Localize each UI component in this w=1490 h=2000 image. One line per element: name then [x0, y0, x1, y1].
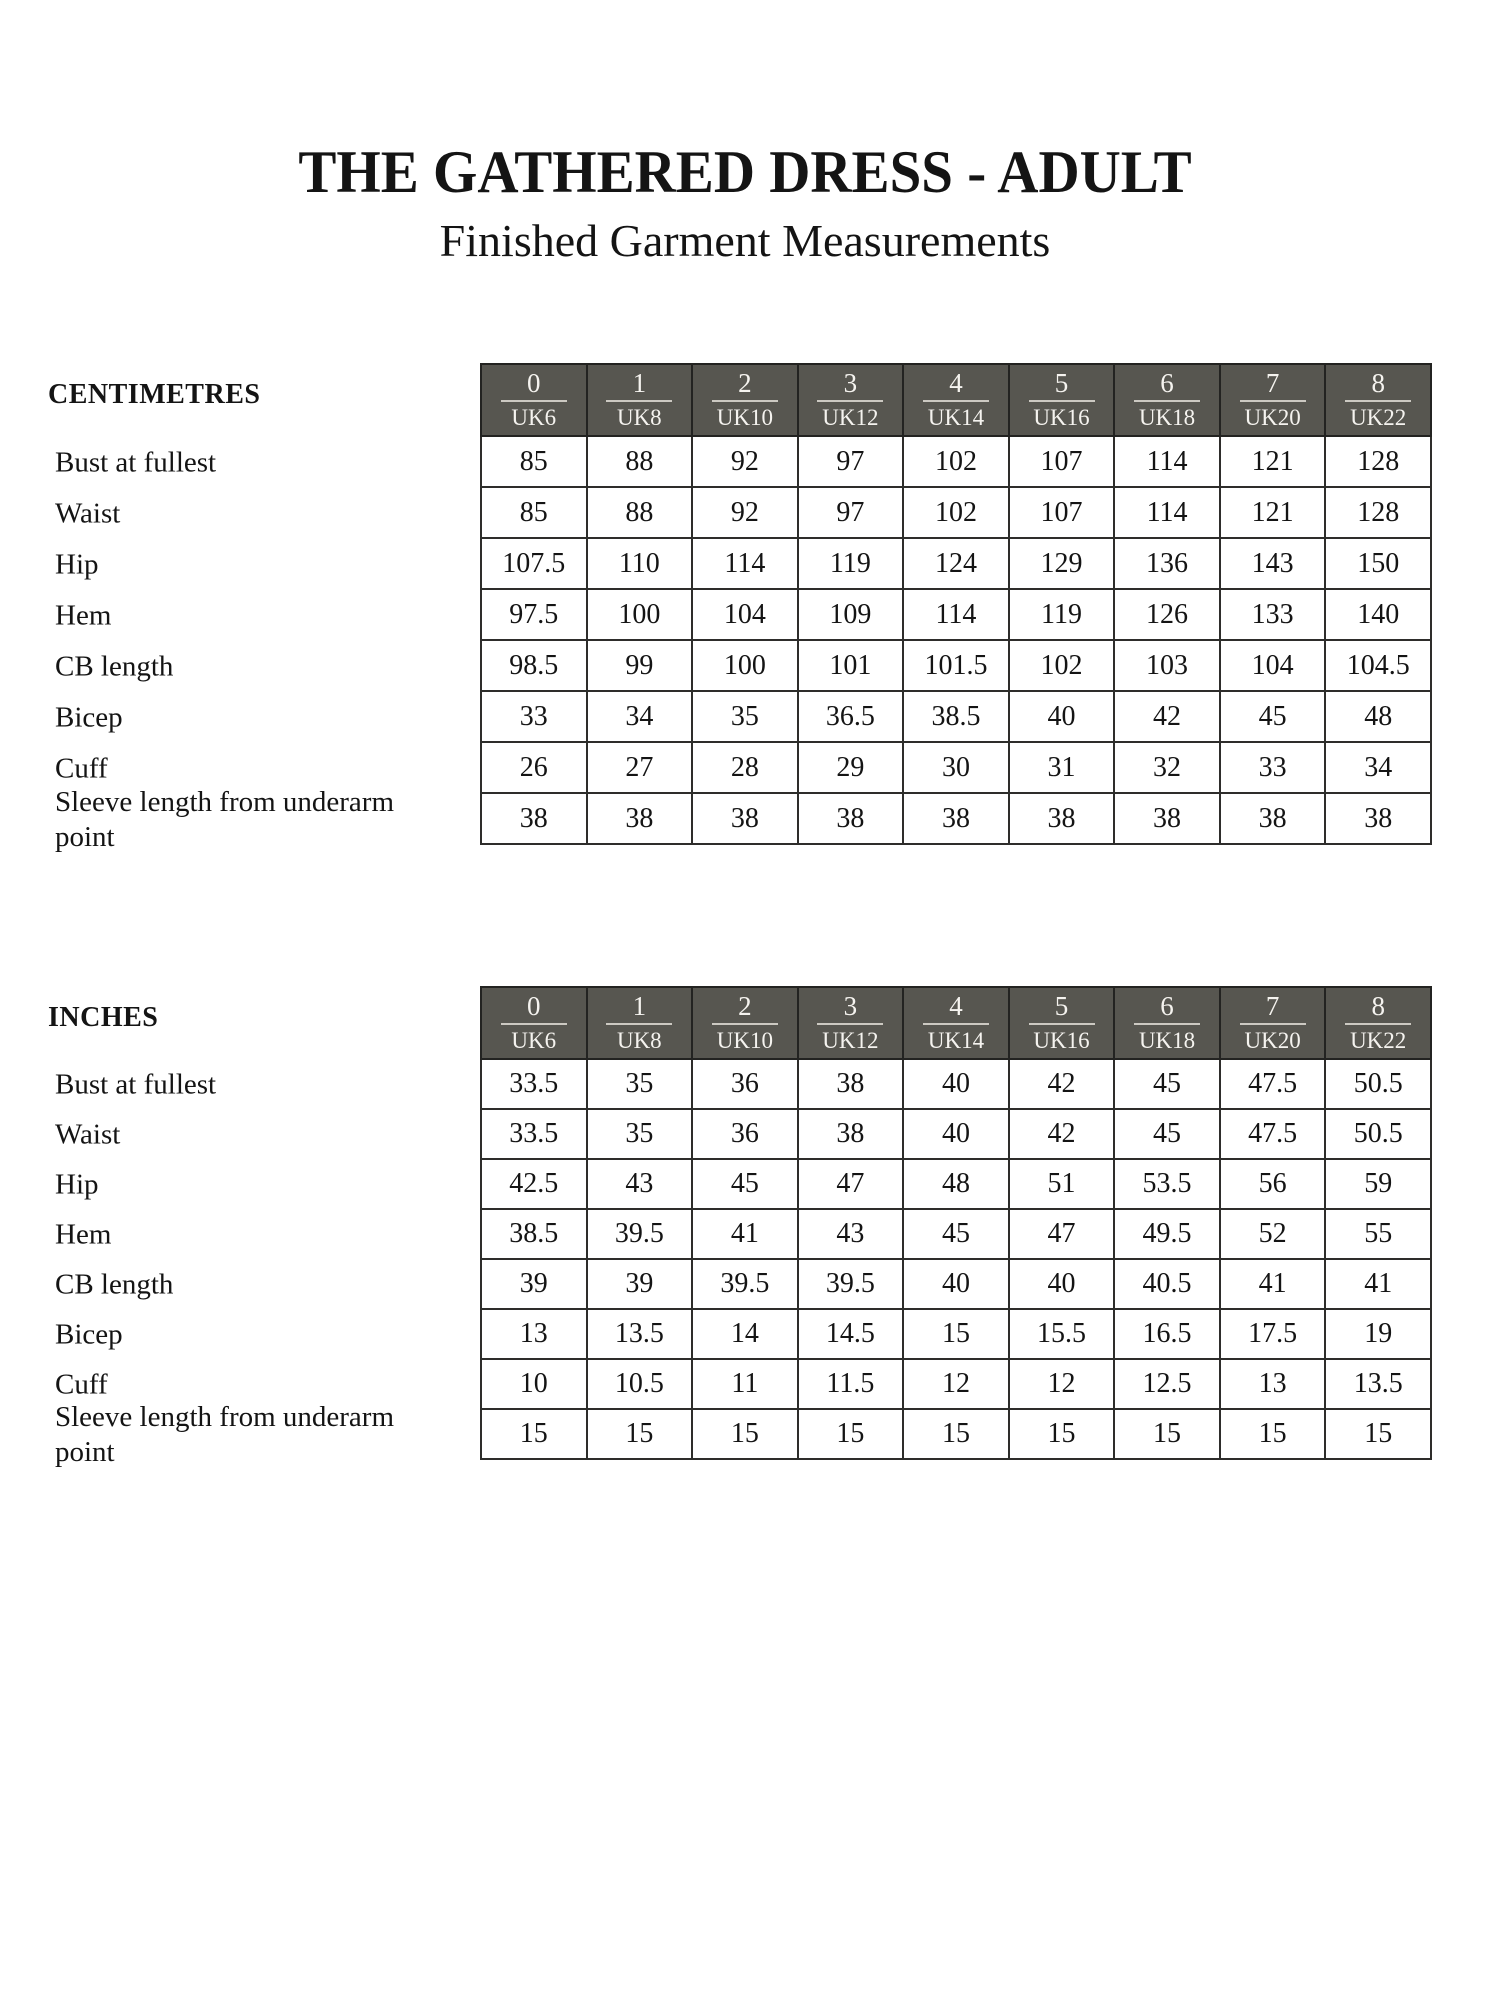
measurement-cell: 34	[1325, 742, 1431, 793]
measurement-cell: 15	[903, 1309, 1009, 1359]
measurement-row	[481, 1159, 1431, 1209]
measurement-cell: 104	[1220, 640, 1326, 691]
measurement-cell: 15.5	[1009, 1309, 1115, 1359]
measurement-cell: 98.5	[481, 640, 587, 691]
measurement-cell: 38	[798, 793, 904, 844]
measurement-cell: 31	[1009, 742, 1115, 793]
measurement-cell: 47	[1009, 1209, 1115, 1259]
size-header-row	[481, 987, 1431, 1059]
size-number: 3	[817, 368, 883, 402]
measurement-cell: 45	[692, 1159, 798, 1209]
size-number: 0	[501, 368, 567, 402]
measurement-cell: 85	[481, 436, 587, 487]
uk-size-label: UK22	[1350, 405, 1407, 430]
size-number: 1	[606, 991, 672, 1025]
size-number: 1	[606, 368, 672, 402]
uk-size-label: UK20	[1244, 405, 1301, 430]
measurement-cell: 13	[1220, 1359, 1326, 1409]
measurement-cell: 15	[903, 1409, 1009, 1459]
measurement-cell: 39.5	[798, 1259, 904, 1309]
section-centimetres	[0, 363, 1490, 923]
measurement-cell: 40	[903, 1259, 1009, 1309]
uk-size-label: UK20	[1244, 1028, 1301, 1053]
row-label: Hem	[55, 599, 112, 631]
row-label: Waist	[55, 497, 121, 529]
row-label: Cuff	[55, 1368, 108, 1401]
measurement-row	[481, 1209, 1431, 1259]
uk-size-label: UK12	[822, 405, 879, 430]
measurement-cell: 38	[587, 793, 693, 844]
measurement-cell: 150	[1325, 538, 1431, 589]
size-header-cell	[798, 364, 904, 436]
uk-size-label: UK6	[511, 1028, 557, 1053]
measurement-row	[481, 1309, 1431, 1359]
measurement-cell: 33.5	[481, 1059, 587, 1109]
size-header-cell	[481, 987, 587, 1059]
row-label: Hip	[55, 1168, 99, 1201]
measurement-cell: 42	[1114, 691, 1220, 742]
measurement-cell: 38	[903, 793, 1009, 844]
size-header-cell	[1220, 987, 1326, 1059]
measurement-cell: 49.5	[1114, 1209, 1220, 1259]
measurement-cell: 15	[1220, 1409, 1326, 1459]
size-number: 4	[923, 368, 989, 402]
page-title: THE GATHERED DRESS - ADULT	[298, 139, 1192, 205]
size-number: 0	[501, 991, 567, 1025]
measurement-cell: 121	[1220, 487, 1326, 538]
measurement-cell: 40	[1009, 1259, 1115, 1309]
measurement-cell: 10	[481, 1359, 587, 1409]
measurement-cell: 35	[587, 1109, 693, 1159]
section-label-inches: INCHES	[48, 1002, 159, 1033]
measurement-cell: 28	[692, 742, 798, 793]
measurement-cell: 42	[1009, 1109, 1115, 1159]
measurement-cell: 19	[1325, 1309, 1431, 1359]
measurement-cell: 14	[692, 1309, 798, 1359]
measurement-cell: 53.5	[1114, 1159, 1220, 1209]
measurement-cell: 38.5	[481, 1209, 587, 1259]
section-label-centimetres: CENTIMETRES	[48, 379, 261, 410]
measurement-cell: 38.5	[903, 691, 1009, 742]
measurement-cell: 38	[798, 1109, 904, 1159]
measurement-cell: 38	[692, 793, 798, 844]
measurement-cell: 45	[1220, 691, 1326, 742]
measurement-cell: 100	[692, 640, 798, 691]
measurement-cell: 36.5	[798, 691, 904, 742]
measurement-cell: 92	[692, 436, 798, 487]
measurement-cell: 11	[692, 1359, 798, 1409]
row-label: Sleeve length from underarm point	[55, 785, 395, 853]
measurement-cell: 45	[1114, 1109, 1220, 1159]
measurement-cell: 102	[1009, 640, 1115, 691]
measurement-cell: 41	[1325, 1259, 1431, 1309]
measurement-cell: 104	[692, 589, 798, 640]
measurement-cell: 40.5	[1114, 1259, 1220, 1309]
measurement-cell: 38	[798, 1059, 904, 1109]
measurement-cell: 52	[1220, 1209, 1326, 1259]
size-header-cell	[1325, 987, 1431, 1059]
measurement-cell: 140	[1325, 589, 1431, 640]
uk-size-label: UK14	[927, 1028, 985, 1053]
measurement-cell: 103	[1114, 640, 1220, 691]
measurement-cell: 107	[1009, 436, 1115, 487]
measurement-cell: 124	[903, 538, 1009, 589]
measurement-cell: 14.5	[798, 1309, 904, 1359]
uk-size-label: UK8	[616, 405, 662, 430]
measurement-row	[481, 538, 1431, 589]
measurement-cell: 41	[692, 1209, 798, 1259]
measurement-cell: 39	[481, 1259, 587, 1309]
uk-size-label: UK14	[927, 405, 985, 430]
size-number: 4	[923, 991, 989, 1025]
row-label: Sleeve length from underarm point	[55, 1401, 395, 1468]
measurement-cell: 102	[903, 436, 1009, 487]
uk-size-label: UK22	[1350, 1028, 1407, 1053]
measurement-cell: 128	[1325, 436, 1431, 487]
uk-size-label: UK12	[822, 1028, 879, 1053]
row-label: Bicep	[55, 1318, 123, 1351]
size-header-cell	[587, 364, 693, 436]
measurement-cell: 36	[692, 1059, 798, 1109]
measurement-cell: 38	[481, 793, 587, 844]
measurement-cell: 33	[481, 691, 587, 742]
uk-size-label: UK18	[1138, 405, 1196, 430]
measurement-cell: 40	[903, 1059, 1009, 1109]
measurement-cell: 99	[587, 640, 693, 691]
measurement-cell: 45	[903, 1209, 1009, 1259]
measurement-cell: 51	[1009, 1159, 1115, 1209]
measurement-cell: 38	[1220, 793, 1326, 844]
measurement-row	[481, 589, 1431, 640]
measurement-cell: 12.5	[1114, 1359, 1220, 1409]
size-number: 7	[1240, 368, 1306, 402]
size-header-cell	[903, 364, 1009, 436]
measurement-cell: 40	[1009, 691, 1115, 742]
measurement-cell: 30	[903, 742, 1009, 793]
centimetres-table	[480, 363, 1432, 845]
size-number: 5	[1029, 991, 1095, 1025]
measurement-cell: 15	[692, 1409, 798, 1459]
measurement-cell: 48	[1325, 691, 1431, 742]
measurement-cell: 107.5	[481, 538, 587, 589]
size-number: 8	[1345, 991, 1411, 1025]
section-inches	[0, 986, 1490, 1546]
measurement-cell: 38	[1325, 793, 1431, 844]
measurement-row	[481, 1259, 1431, 1309]
row-label: Hip	[55, 548, 99, 580]
measurement-cell: 107	[1009, 487, 1115, 538]
measurement-cell: 47.5	[1220, 1109, 1326, 1159]
measurement-cell: 47	[798, 1159, 904, 1209]
size-header-cell	[798, 987, 904, 1059]
row-label: CB length	[55, 1268, 174, 1301]
uk-size-label: UK6	[511, 405, 557, 430]
measurement-cell: 43	[798, 1209, 904, 1259]
measurement-cell: 12	[903, 1359, 1009, 1409]
row-label: Bust at fullest	[55, 1068, 217, 1101]
measurement-row	[481, 487, 1431, 538]
measurement-cell: 143	[1220, 538, 1326, 589]
measurement-cell: 13.5	[587, 1309, 693, 1359]
measurement-cell: 45	[1114, 1059, 1220, 1109]
measurement-cell: 29	[798, 742, 904, 793]
measurement-cell: 47.5	[1220, 1059, 1326, 1109]
row-label: Hem	[55, 1218, 112, 1251]
measurement-cell: 12	[1009, 1359, 1115, 1409]
measurement-cell: 39.5	[587, 1209, 693, 1259]
size-header-cell	[692, 987, 798, 1059]
measurement-cell: 110	[587, 538, 693, 589]
size-header-cell	[481, 364, 587, 436]
size-header-cell	[1114, 364, 1220, 436]
inches-table-body	[481, 1059, 1431, 1459]
measurement-cell: 50.5	[1325, 1109, 1431, 1159]
measurement-row	[481, 1059, 1431, 1109]
measurement-cell: 11.5	[798, 1359, 904, 1409]
size-number: 5	[1029, 368, 1095, 402]
uk-size-label: UK16	[1033, 405, 1090, 430]
measurement-row	[481, 793, 1431, 844]
measurement-cell: 15	[481, 1409, 587, 1459]
measurement-cell: 15	[798, 1409, 904, 1459]
centimetres-table-body	[481, 436, 1431, 844]
size-header-cell	[903, 987, 1009, 1059]
measurement-cell: 88	[587, 436, 693, 487]
size-header-cell	[1220, 364, 1326, 436]
uk-size-label: UK10	[716, 1028, 773, 1053]
measurement-cell: 104.5	[1325, 640, 1431, 691]
measurement-cell: 59	[1325, 1159, 1431, 1209]
size-number: 7	[1240, 991, 1306, 1025]
measurement-row	[481, 742, 1431, 793]
measurement-cell: 101.5	[903, 640, 1009, 691]
measurement-cell: 17.5	[1220, 1309, 1326, 1359]
measurement-cell: 119	[1009, 589, 1115, 640]
measurement-cell: 42	[1009, 1059, 1115, 1109]
measurement-cell: 129	[1009, 538, 1115, 589]
measurement-cell: 114	[692, 538, 798, 589]
measurement-row	[481, 691, 1431, 742]
measurement-cell: 50.5	[1325, 1059, 1431, 1109]
measurement-cell: 38	[1009, 793, 1115, 844]
size-number: 6	[1134, 991, 1200, 1025]
size-number: 3	[817, 991, 883, 1025]
measurement-row	[481, 1359, 1431, 1409]
measurement-cell: 121	[1220, 436, 1326, 487]
measurement-cell: 88	[587, 487, 693, 538]
measurement-row	[481, 1109, 1431, 1159]
uk-size-label: UK16	[1033, 1028, 1090, 1053]
row-label: Waist	[55, 1118, 121, 1151]
measurement-cell: 33	[1220, 742, 1326, 793]
measurement-cell: 35	[692, 691, 798, 742]
row-label: Cuff	[55, 752, 108, 784]
measurement-cell: 41	[1220, 1259, 1326, 1309]
size-number: 2	[712, 368, 778, 402]
measurement-row	[481, 436, 1431, 487]
measurement-cell: 40	[903, 1109, 1009, 1159]
size-header-cell	[1114, 987, 1220, 1059]
measurement-cell: 38	[1114, 793, 1220, 844]
measurement-cell: 34	[587, 691, 693, 742]
uk-size-label: UK18	[1138, 1028, 1196, 1053]
measurement-cell: 48	[903, 1159, 1009, 1209]
row-label: CB length	[55, 650, 174, 682]
measurement-cell: 136	[1114, 538, 1220, 589]
size-header-cell	[1009, 987, 1115, 1059]
measurement-cell: 56	[1220, 1159, 1326, 1209]
size-header-row	[481, 364, 1431, 436]
measurement-cell: 133	[1220, 589, 1326, 640]
uk-size-label: UK10	[716, 405, 773, 430]
measurement-cell: 85	[481, 487, 587, 538]
measurement-cell: 39.5	[692, 1259, 798, 1309]
size-header-cell	[692, 364, 798, 436]
measurement-cell: 33.5	[481, 1109, 587, 1159]
size-header-cell	[1325, 364, 1431, 436]
size-number: 2	[712, 991, 778, 1025]
measurement-cell: 128	[1325, 487, 1431, 538]
measurement-cell: 97.5	[481, 589, 587, 640]
measurement-cell: 39	[587, 1259, 693, 1309]
row-labels-inches	[0, 986, 470, 1546]
measurement-row	[481, 640, 1431, 691]
measurement-cell: 109	[798, 589, 904, 640]
measurement-cell: 32	[1114, 742, 1220, 793]
measurement-cell: 10.5	[587, 1359, 693, 1409]
size-header-cell	[587, 987, 693, 1059]
measurement-cell: 114	[1114, 436, 1220, 487]
measurement-cell: 92	[692, 487, 798, 538]
measurement-cell: 26	[481, 742, 587, 793]
inches-table	[480, 986, 1432, 1460]
measurement-cell: 126	[1114, 589, 1220, 640]
measurement-cell: 13	[481, 1309, 587, 1359]
size-number: 8	[1345, 368, 1411, 402]
row-label: Bicep	[55, 701, 123, 733]
measurement-cell: 15	[587, 1409, 693, 1459]
measurement-cell: 27	[587, 742, 693, 793]
measurement-cell: 114	[1114, 487, 1220, 538]
measurement-cell: 15	[1325, 1409, 1431, 1459]
measurement-cell: 97	[798, 487, 904, 538]
size-header-cell	[1009, 364, 1115, 436]
measurement-row	[481, 1409, 1431, 1459]
size-number: 6	[1134, 368, 1200, 402]
uk-size-label: UK8	[616, 1028, 662, 1053]
measurement-cell: 55	[1325, 1209, 1431, 1259]
measurement-cell: 102	[903, 487, 1009, 538]
measurement-cell: 15	[1114, 1409, 1220, 1459]
page-subtitle: Finished Garment Measurements	[439, 215, 1051, 266]
measurement-cell: 101	[798, 640, 904, 691]
measurement-cell: 43	[587, 1159, 693, 1209]
measurement-cell: 16.5	[1114, 1309, 1220, 1359]
measurement-cell: 35	[587, 1059, 693, 1109]
row-labels-centimetres	[0, 363, 470, 923]
measurement-cell: 97	[798, 436, 904, 487]
measurement-cell: 15	[1009, 1409, 1115, 1459]
row-label: Bust at fullest	[55, 446, 217, 478]
measurement-cell: 100	[587, 589, 693, 640]
measurement-cell: 13.5	[1325, 1359, 1431, 1409]
measurement-cell: 119	[798, 538, 904, 589]
measurement-cell: 36	[692, 1109, 798, 1159]
measurement-cell: 114	[903, 589, 1009, 640]
measurement-cell: 42.5	[481, 1159, 587, 1209]
